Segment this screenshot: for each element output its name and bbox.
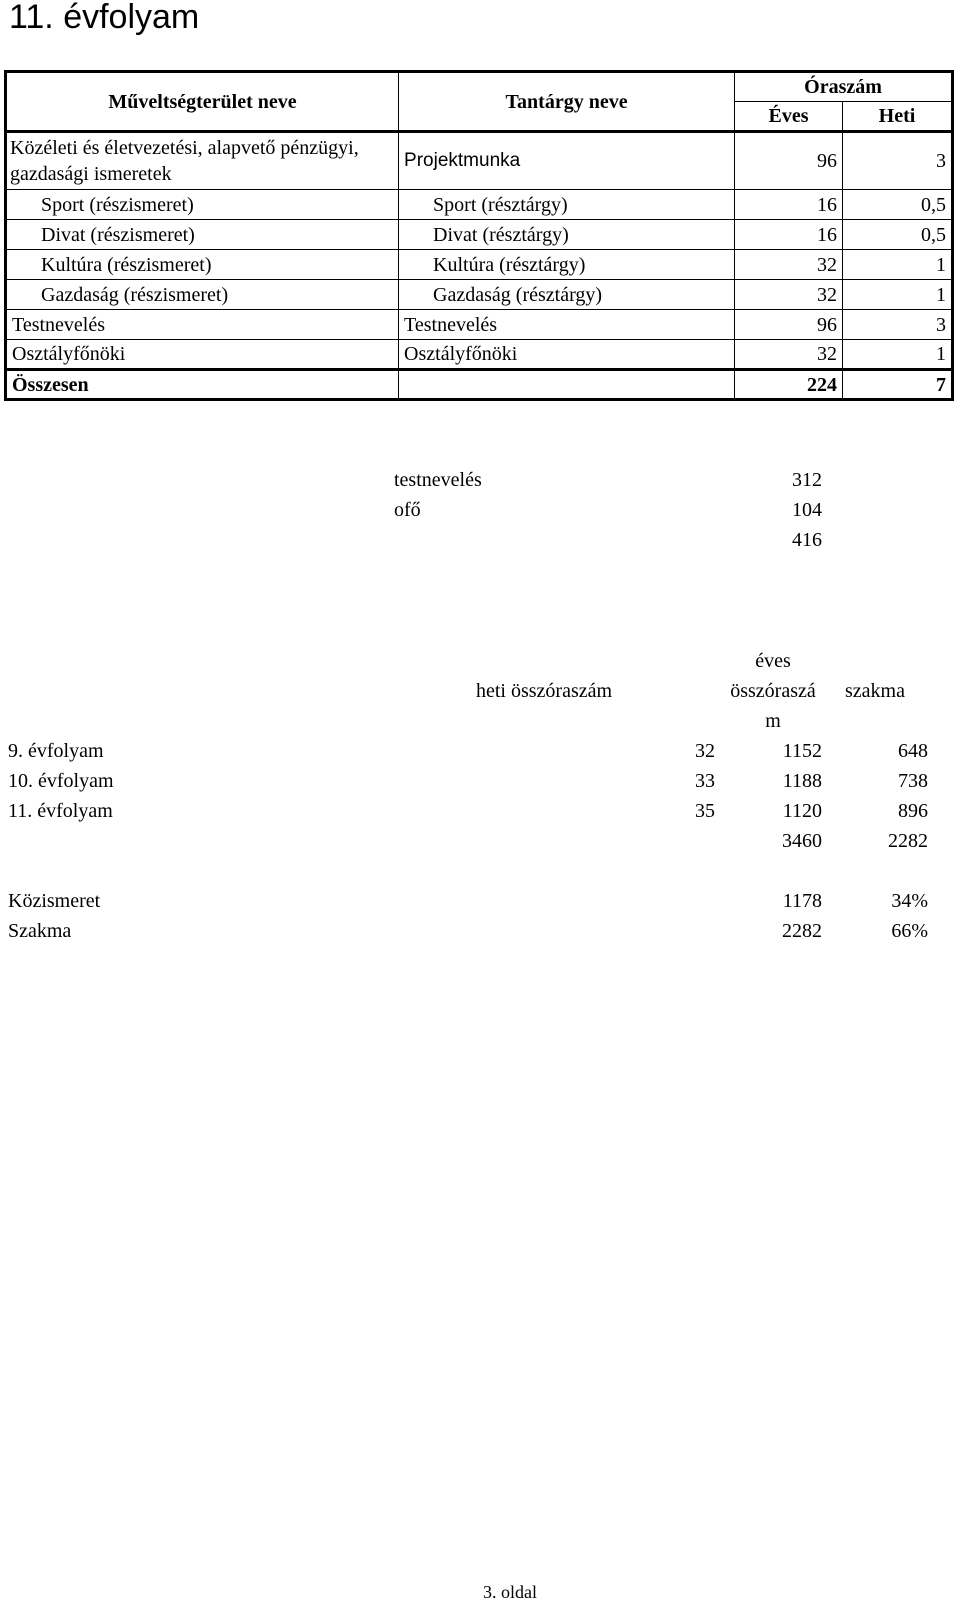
weekly-cell: 1 [842, 280, 952, 310]
total-empty-cell [399, 370, 735, 400]
summary-weekly: 32 [695, 740, 715, 762]
subject-cell: Sport (résztárgy) [399, 190, 735, 220]
summary-total-annual: 3460 [782, 830, 822, 852]
area-cell: Divat (részismeret) [6, 220, 399, 250]
header-hours: Óraszám [735, 72, 953, 102]
annual-cell: 16 [735, 220, 843, 250]
annual-cell: 96 [735, 132, 843, 190]
calc-value-ofo: 104 [792, 499, 822, 521]
summary-header-annual-1: éves [755, 650, 791, 672]
split-value: 2282 [782, 920, 822, 942]
table-row [6, 220, 953, 250]
subject-cell: Gazdaság (résztárgy) [399, 280, 735, 310]
summary-header-vocational: szakma [845, 680, 905, 702]
summary-annual: 1188 [782, 770, 822, 792]
subject-cell: Divat (résztárgy) [399, 220, 735, 250]
split-value: 1178 [782, 890, 822, 912]
summary-header-annual-3: m [765, 710, 781, 732]
weekly-cell: 3 [842, 310, 952, 340]
calc-value-sum: 416 [792, 529, 822, 551]
split-label: Közismeret [8, 890, 101, 912]
summary-total-vocational: 2282 [888, 830, 928, 852]
summary-grade: 11. évfolyam [8, 800, 113, 822]
total-annual: 224 [735, 370, 843, 400]
summary-annual: 1152 [782, 740, 822, 762]
summary-grade: 9. évfolyam [8, 740, 104, 762]
split-percent: 34% [891, 890, 928, 912]
subject-cell: Kultúra (résztárgy) [399, 250, 735, 280]
weekly-cell: 0,5 [842, 220, 952, 250]
header-area: Műveltségterület neve [6, 72, 399, 132]
calc-label-ofo: ofő [394, 499, 421, 521]
table-row [6, 190, 953, 220]
area-cell: Testnevelés [6, 310, 399, 340]
split-label: Szakma [8, 920, 72, 942]
annual-cell: 96 [735, 310, 843, 340]
summary-weekly: 35 [695, 800, 715, 822]
weekly-cell: 1 [842, 340, 952, 370]
header-subject: Tantárgy neve [399, 72, 735, 132]
table-row [6, 280, 953, 310]
annual-cell: 32 [735, 250, 843, 280]
weekly-cell: 3 [842, 132, 952, 190]
header-annual: Éves [735, 102, 843, 132]
total-weekly: 7 [842, 370, 952, 400]
summary-header-annual-2: összóraszá [730, 680, 816, 702]
summary-vocational: 738 [898, 770, 928, 792]
summary-grade: 10. évfolyam [8, 770, 114, 792]
area-cell: Közéleti és életvezetési, alapvető pénzügyi, gazdasági ismeretek [6, 132, 399, 190]
annual-cell: 32 [735, 280, 843, 310]
summary-header-weekly: heti összóraszám [476, 680, 613, 702]
annual-cell: 16 [735, 190, 843, 220]
area-cell: Osztályfőnöki [6, 340, 399, 370]
table-row [6, 340, 953, 370]
subject-cell: Testnevelés [399, 310, 735, 340]
page-title: 11. évfolyam [9, 0, 200, 36]
area-cell: Gazdaság (részismeret) [6, 280, 399, 310]
subject-cell: Projektmunka [399, 132, 735, 190]
table-row [6, 132, 953, 190]
curriculum-table [4, 70, 954, 401]
summary-vocational: 648 [898, 740, 928, 762]
split-percent: 66% [891, 920, 928, 942]
summary-vocational: 896 [898, 800, 928, 822]
weekly-cell: 0,5 [842, 190, 952, 220]
area-cell: Kultúra (részismeret) [6, 250, 399, 280]
calc-value-pe: 312 [792, 469, 822, 491]
table-row [6, 310, 953, 340]
annual-cell: 32 [735, 340, 843, 370]
weekly-cell: 1 [842, 250, 952, 280]
page-number: 3. oldal [483, 1582, 537, 1602]
subject-cell: Osztályfőnöki [399, 340, 735, 370]
summary-annual: 1120 [782, 800, 822, 822]
total-label: Összesen [6, 370, 399, 400]
calc-label-pe: testnevelés [394, 469, 482, 491]
header-weekly: Heti [842, 102, 952, 132]
summary-weekly: 33 [695, 770, 715, 792]
total-row [6, 370, 953, 400]
table-row [6, 250, 953, 280]
area-cell: Sport (részismeret) [6, 190, 399, 220]
